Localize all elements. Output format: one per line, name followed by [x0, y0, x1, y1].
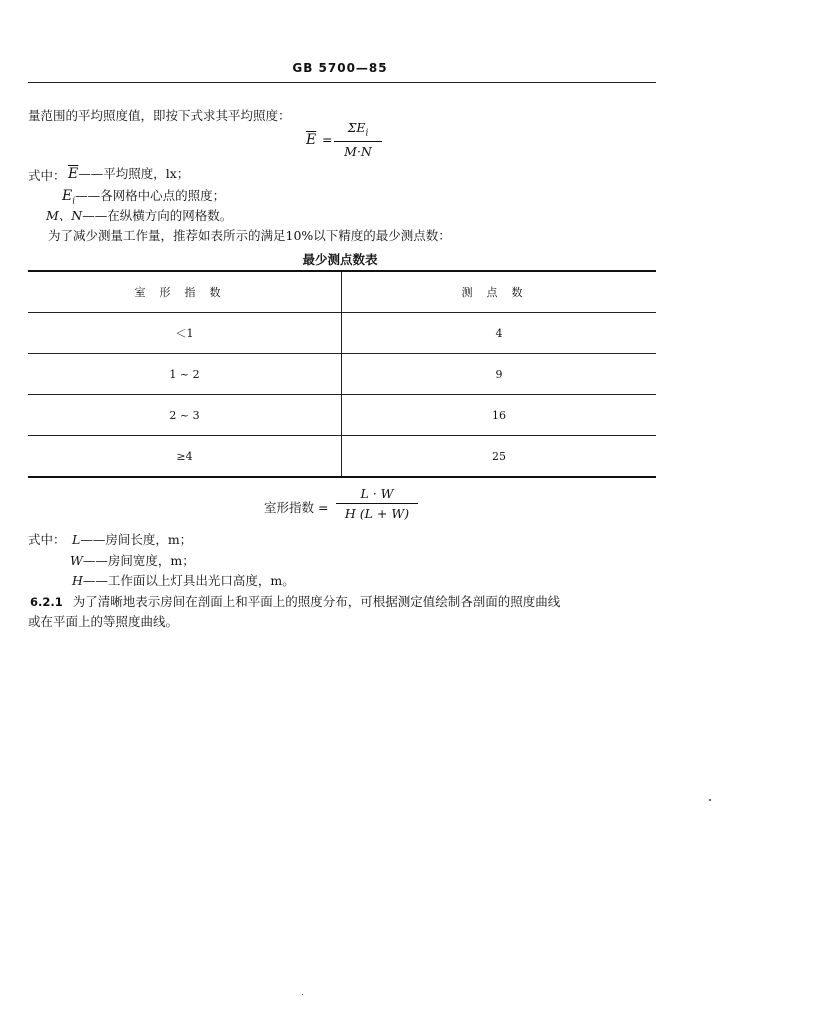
cell-room-index: ＜1 [28, 313, 342, 354]
where1-item-E: $\overline{E}——$平均照度，lx； [68, 166, 190, 182]
cell-room-index: 1 ~ 2 [28, 354, 342, 395]
header-rule [28, 82, 656, 83]
fraction-bar [334, 141, 382, 142]
section-621-line1: 6.2.1 为了清晰地表示房间在剖面上和平面上的照度分布，可根据测定值绘制各剖面的照度曲线 [30, 594, 561, 609]
formula1-denominator: M·N [344, 143, 372, 159]
formula2-denominator: H (L + W) [344, 506, 410, 521]
section-621-line2: 或在平面上的等照度曲线。 [28, 614, 179, 629]
table-row [28, 436, 656, 478]
formula2-label: 室形指数 = [264, 500, 329, 515]
table-header-row [28, 271, 656, 313]
table-row [28, 354, 656, 395]
where2-prefix: 式中： [28, 532, 66, 547]
formula1-equals: = [322, 132, 333, 147]
formula1-lhs: $\overline{E}$ [306, 132, 317, 148]
cell-point-count: 9 [495, 367, 503, 381]
fraction-bar [336, 503, 418, 504]
where2-item-W: W——房间宽度，m； [70, 553, 195, 568]
where2-item-L: L——房间长度，m； [72, 532, 193, 547]
cell-point-count: 4 [495, 326, 503, 340]
formula2-numerator: L · W [360, 486, 394, 501]
where2-item-H: H——工作面以上灯具出光口高度，m。 [72, 573, 295, 588]
formula2-fraction [336, 486, 418, 521]
cell-room-index: ≥4 [28, 436, 342, 478]
cell-room-index: 2 ~ 3 [28, 395, 342, 436]
cell-point-count: 16 [492, 408, 506, 422]
table-row [28, 313, 656, 354]
min-points-table [28, 270, 656, 478]
table-title: 最少测点数表 [302, 252, 378, 267]
where1-item-Ei: $E_i——$各网格中心点的照度； [62, 188, 226, 207]
formula1-numerator: $\Sigma E_i$ [347, 120, 369, 139]
paragraph-intro: 量范围的平均照度值，即按下式求其平均照度： [28, 108, 291, 123]
scan-speck [709, 799, 711, 801]
section-number: 6.2.1 [30, 595, 63, 609]
table-row [28, 395, 656, 436]
formula1-fraction [334, 120, 382, 159]
cell-point-count: 25 [492, 449, 506, 463]
paragraph-recommend: 为了减少测量工作量，推荐如表所示的满足10%以下精度的最少测点数： [48, 228, 451, 243]
scan-speck [302, 994, 303, 995]
header-point-count: 测点数 [461, 286, 537, 299]
page-header-code: GB 5700—85 [292, 61, 388, 75]
header-room-index: 室形指数 [28, 271, 342, 313]
where1-prefix: 式中： [28, 168, 66, 183]
where1-item-MN: M、N——在纵横方向的网格数。 [46, 208, 233, 223]
